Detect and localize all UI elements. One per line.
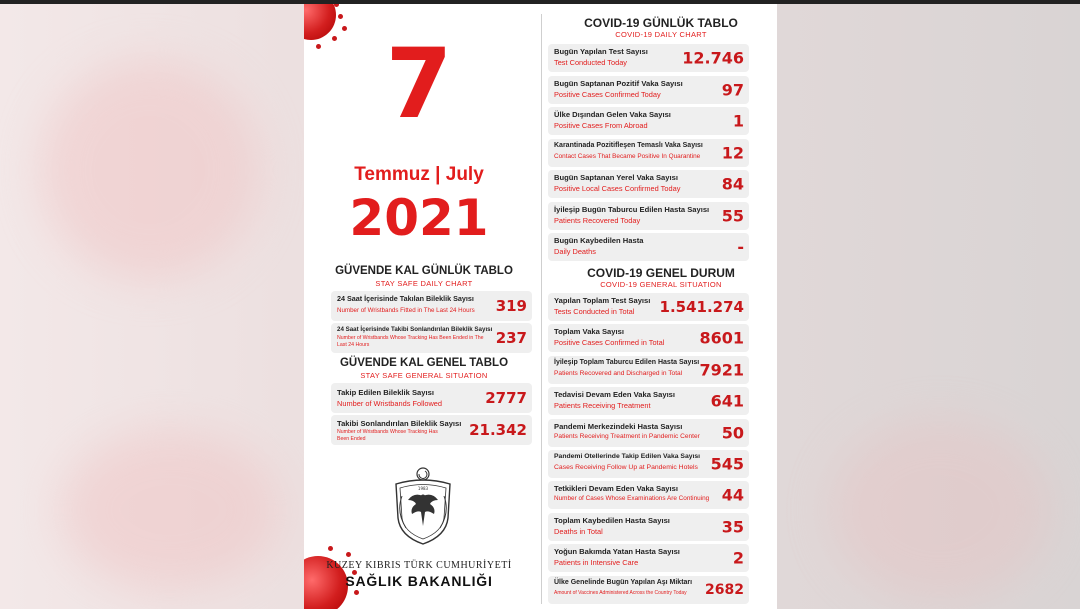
stat-row bbox=[548, 170, 749, 198]
row-label-en: Number of Wristbands Followed bbox=[337, 399, 443, 408]
stat-row bbox=[548, 481, 749, 509]
row-label-tr: Bugün Yapılan Test Sayısı bbox=[554, 47, 648, 56]
row-label-en: Positive Cases Confirmed in Total bbox=[554, 338, 665, 348]
stat-row bbox=[548, 419, 749, 447]
stat-row bbox=[548, 233, 749, 261]
row-value: 21.342 bbox=[469, 421, 527, 439]
row-label-tr: Yoğun Bakımda Yatan Hasta Sayısı bbox=[554, 547, 680, 557]
row-value: 2777 bbox=[485, 389, 527, 407]
row-value: 12 bbox=[721, 143, 744, 162]
stat-row bbox=[548, 450, 749, 478]
stat-row bbox=[548, 76, 749, 104]
row-value: 2682 bbox=[705, 581, 744, 598]
row-value: 97 bbox=[721, 80, 744, 99]
row-value: 319 bbox=[495, 297, 527, 315]
virus-spike bbox=[328, 546, 333, 551]
row-label-en: Patients Recovered Today bbox=[554, 215, 641, 225]
row-label-en: Contact Cases That Became Positive In Quarantine bbox=[554, 152, 701, 160]
row-label-en: Daily Deaths bbox=[554, 247, 596, 256]
row-label-tr: Takibi Sonlandırılan Bileklik Sayısı bbox=[337, 419, 462, 428]
row-value: 12.746 bbox=[682, 48, 744, 68]
stay-safe-general-row bbox=[331, 415, 532, 445]
stat-row bbox=[548, 544, 749, 572]
row-label-en: Number of Cases Whose Examinations Are Continuing bbox=[554, 495, 710, 503]
stay-safe-daily-row bbox=[331, 323, 532, 353]
row-label-tr: Toplam Kaybedilen Hasta Sayısı bbox=[554, 515, 670, 525]
date-year: 2021 bbox=[349, 189, 489, 247]
stay-safe-daily-row bbox=[331, 291, 532, 321]
row-value: 641 bbox=[710, 391, 744, 411]
row-label-en: Patients Recovered and Discharged in Total bbox=[554, 369, 683, 377]
row-value: 50 bbox=[721, 423, 744, 443]
row-label-en: Patients Receiving Treatment bbox=[554, 401, 651, 411]
row-label-en: Patients Receiving Treatment in Pandemic Center bbox=[554, 432, 700, 440]
row-label-tr: Tedavisi Devam Eden Vaka Sayısı bbox=[554, 390, 676, 400]
date-day: 7 bbox=[385, 28, 453, 140]
row-value: 2 bbox=[732, 548, 744, 568]
row-label-tr: Takip Edilen Bileklik Sayısı bbox=[337, 388, 434, 397]
stat-row bbox=[548, 387, 749, 415]
row-value: 8601 bbox=[699, 328, 744, 348]
background-blur bbox=[60, 430, 280, 590]
row-value: 35 bbox=[721, 517, 744, 537]
row-value: 44 bbox=[721, 485, 744, 505]
organization-name: KUZEY KIBRIS TÜRK CUMHURİYETİ bbox=[326, 560, 512, 571]
emblem-icon bbox=[388, 466, 458, 548]
row-value: 84 bbox=[721, 174, 744, 194]
background-blur bbox=[830, 420, 1050, 600]
row-label-tr: İyileşip Bugün Taburcu Edilen Hasta Sayısı bbox=[554, 204, 710, 214]
row-label-tr: İyileşip Toplam Taburcu Edilen Hasta Sayısı bbox=[554, 358, 700, 366]
stat-row bbox=[548, 202, 749, 230]
row-label-tr: Toplam Vaka Sayısı bbox=[554, 327, 624, 337]
stat-row bbox=[548, 107, 749, 135]
row-label-tr: Tetkikleri Devam Eden Vaka Sayısı bbox=[554, 484, 678, 494]
row-label-en: Positive Cases Confirmed Today bbox=[554, 89, 661, 99]
row-label-tr: 24 Saat İçerisinde Takılan Bileklik Sayısı bbox=[337, 294, 474, 303]
stay-safe-general-subtitle: STAY SAFE GENERAL SITUATION bbox=[360, 371, 488, 380]
daily-chart-subtitle: COVID-19 DAILY CHART bbox=[615, 30, 707, 39]
stat-row bbox=[548, 576, 749, 604]
general-situation-subtitle: COVID-19 GENERAL SITUATION bbox=[600, 280, 722, 289]
virus-spike bbox=[342, 26, 347, 31]
row-label-tr: 24 Saat İçerisinde Takibi Sonlandırılan Bileklik Sayısı bbox=[337, 326, 493, 333]
row-label-en: Number of Wristbands Whose Tracking Has Been Ended bbox=[337, 429, 438, 442]
stay-safe-general-row bbox=[331, 383, 532, 413]
stat-row bbox=[548, 356, 749, 384]
ministry-name: SAĞLIK BAKANLIĞI bbox=[345, 573, 493, 589]
row-value: 55 bbox=[721, 206, 744, 225]
stay-safe-general-title: GÜVENDE KAL GENEL TABLO bbox=[339, 357, 509, 369]
stat-row bbox=[548, 44, 749, 72]
emblem-year: 1983 bbox=[417, 486, 429, 491]
row-label-tr: Karantinada Pozitifleşen Temaslı Vaka Sayısı bbox=[554, 141, 703, 149]
row-label-tr: Pandemi Otellerinde Takip Edilen Vaka Sayısı bbox=[554, 453, 701, 460]
virus-spike bbox=[334, 4, 339, 7]
row-label-en: Positive Local Cases Confirmed Today bbox=[554, 184, 681, 193]
daily-chart-title: COVID-19 GÜNLÜK TABLO bbox=[584, 16, 738, 30]
covid-poster bbox=[304, 4, 777, 609]
stat-row bbox=[548, 139, 749, 167]
row-value: - bbox=[737, 237, 744, 257]
virus-spike bbox=[338, 14, 343, 19]
column-divider bbox=[541, 14, 542, 604]
row-value: 7921 bbox=[699, 360, 744, 380]
row-label-tr: Bugün Saptanan Yerel Vaka Sayısı bbox=[554, 173, 678, 182]
stay-safe-daily-subtitle: STAY SAFE DAILY CHART bbox=[375, 279, 473, 288]
background-blur bbox=[40, 60, 260, 280]
row-label-en: Deaths in Total bbox=[554, 526, 603, 536]
row-label-tr: Yapılan Toplam Test Sayısı bbox=[554, 296, 651, 305]
stat-row bbox=[548, 293, 749, 321]
stat-row bbox=[548, 324, 749, 352]
row-label-tr: Ülke Genelinde Bugün Yapılan Aşı Miktarı bbox=[554, 578, 693, 586]
row-value: 237 bbox=[495, 329, 527, 347]
virus-spike bbox=[354, 590, 359, 595]
row-label-en: Number of Wristbands Whose Tracking Has Been Ended in The Last 24 Hours bbox=[337, 335, 484, 348]
general-situation-title: COVID-19 GENEL DURUM bbox=[587, 266, 735, 280]
row-label-en: Patients in Intensive Care bbox=[554, 558, 639, 568]
row-label-tr: Pandemi Merkezindeki Hasta Sayısı bbox=[554, 421, 683, 431]
virus-spike bbox=[346, 552, 351, 557]
stat-row bbox=[548, 513, 749, 541]
row-value: 1 bbox=[732, 111, 744, 131]
row-label-en: Tests Conducted in Total bbox=[554, 307, 635, 316]
row-label-tr: Bugün Saptanan Pozitif Vaka Sayısı bbox=[554, 78, 683, 88]
row-label-en: Cases Receiving Follow Up at Pandemic Hotels bbox=[554, 464, 698, 471]
row-label-tr: Bugün Kaybedilen Hasta bbox=[554, 236, 644, 245]
row-label-en: Test Conducted Today bbox=[554, 58, 627, 67]
stay-safe-daily-title: GÜVENDE KAL GÜNLÜK TABLO bbox=[335, 265, 513, 277]
row-label-tr: Ülke Dışından Gelen Vaka Sayısı bbox=[554, 110, 671, 119]
row-label-en: Amount of Vaccines Administered Across the Country Today bbox=[554, 589, 687, 596]
row-label-en: Positive Cases From Abroad bbox=[554, 121, 648, 130]
row-value: 1.541.274 bbox=[659, 298, 744, 316]
row-value: 545 bbox=[710, 454, 744, 474]
date-month: Temmuz | July bbox=[354, 164, 484, 185]
row-label-en: Number of Wristbands Fitted in The Last 24 Hours bbox=[337, 307, 475, 314]
